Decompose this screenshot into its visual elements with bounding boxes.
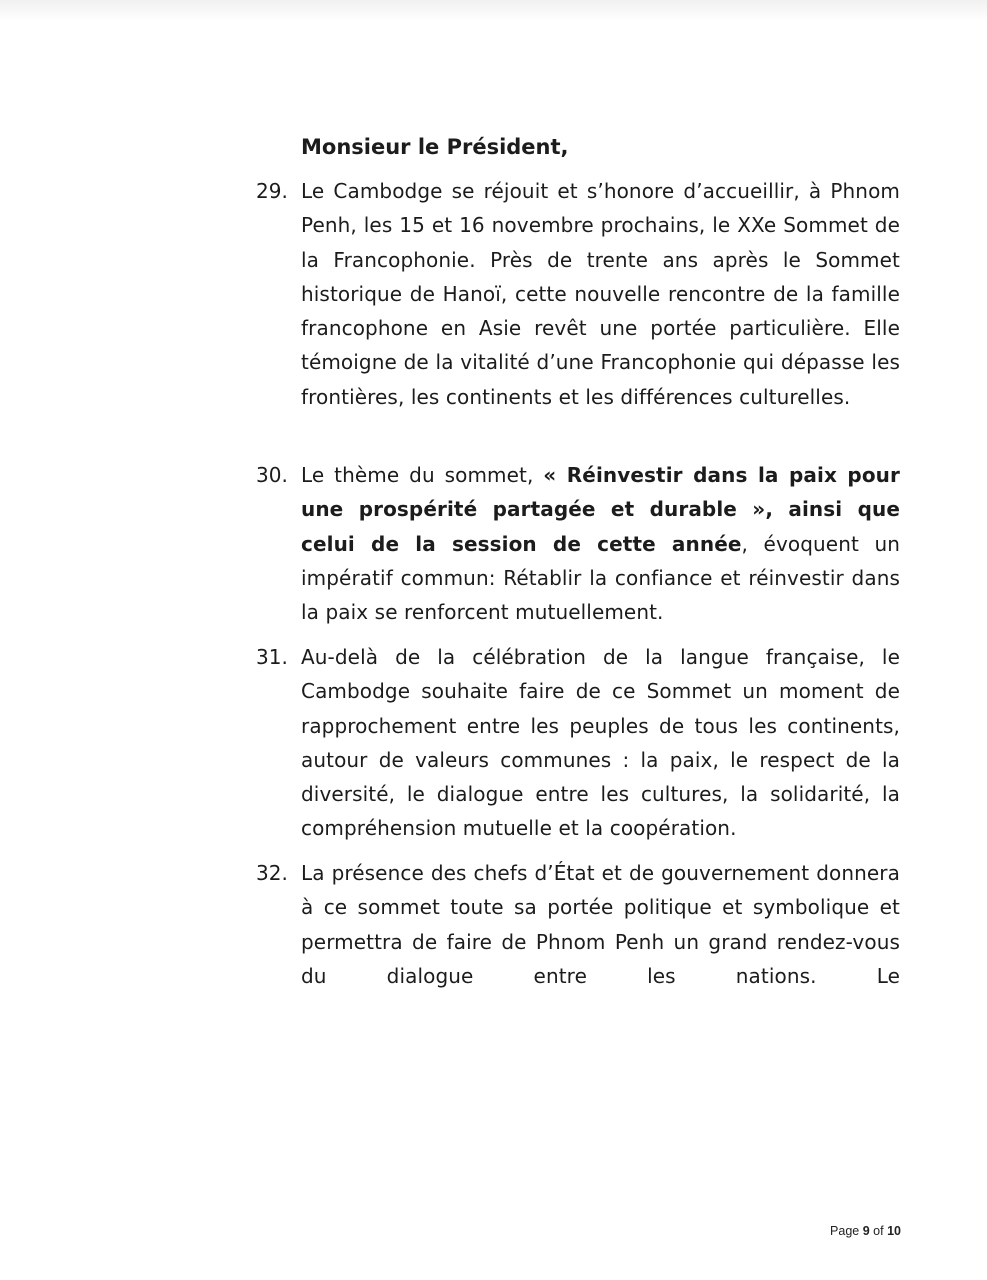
of-label: of [873, 1224, 884, 1238]
paragraph-32 [256, 856, 900, 993]
page-label: Page [830, 1224, 860, 1238]
summit-theme-bold: « Réinvestir dans la paix pour une prospérité partagée et durable », ainsi que celui de la session de cette année [301, 463, 900, 556]
paragraph-30 [256, 458, 900, 629]
paragraph-29 [256, 174, 900, 414]
paragraph-text: La présence des chefs d’État et de gouvernement donnera à ce sommet toute sa portée politique et symbolique et permettra de faire de Phnom Penh un grand rendez-vous du dialogue entre les nations. Le [301, 861, 900, 988]
paragraph-number: 30. [256, 463, 288, 487]
paragraph-31 [256, 640, 900, 846]
paragraph-text [301, 458, 900, 629]
page-number-footer [830, 1224, 901, 1238]
paragraph-text-end: , évoquent un impératif commun: Rétablir la confiance et réinvestir dans la paix se renforcent mutuellement. [301, 531, 901, 625]
paragraph-number: 31. [256, 645, 288, 669]
salutation-heading: Monsieur le Président, [301, 135, 569, 159]
paragraph-text: Le Cambodge se réjouit et s’honore d’accueillir, à Phnom Penh, les 15 et 16 novembre prochains, le XXe Sommet de la Francophonie. Près de trente ans après le Sommet historique de Hanoï, cette nouvelle rencontre de la famille francophone en Asie revêt une portée particulière. Elle témoigne de la vitalité d’une Francophonie qui dépasse les frontières, les continents et les différences culturelles. [301, 179, 900, 409]
current-page-number: 9 [862, 1224, 870, 1238]
paragraph-text: Au-delà de la célébration de la langue française, le Cambodge souhaite faire de ce Sommet un moment de rapprochement entre les peuples de tous les continents, autour de valeurs communes : la paix, le respect de la diversité, le dialogue entre les cultures, la solidarité, la compréhension mutuelle et la coopération. [301, 645, 900, 841]
paragraph-number: 32. [256, 861, 288, 885]
paragraph-number: 29. [256, 179, 288, 203]
paragraph-text-start: Le thème du sommet, [301, 463, 544, 487]
total-pages-number: 10 [887, 1224, 901, 1238]
